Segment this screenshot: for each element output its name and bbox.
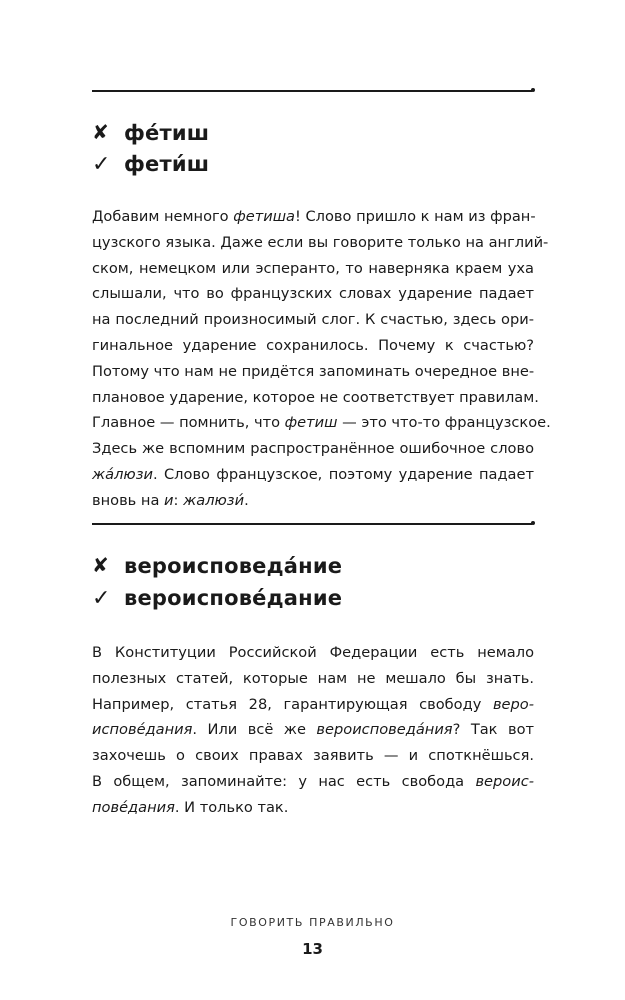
wrong-word: вероисповеда́ние bbox=[124, 554, 343, 578]
paragraph-line: Главное — помнить, что фетиш — это что-то французское. bbox=[92, 414, 551, 432]
paragraph-line: захочешь о своих правах заявить — и споткнёшься. bbox=[92, 747, 534, 765]
italic-term: фетиша bbox=[233, 208, 295, 225]
cross-icon: ✘ bbox=[92, 555, 109, 577]
paragraph-line: на последний произносимый слог. К счастью, здесь ори- bbox=[92, 311, 534, 329]
paragraph-line: Добавим немного фетиша! Слово пришло к нам из фран- bbox=[92, 208, 536, 225]
running-title: ГОВОРИТЬ ПРАВИЛЬНО bbox=[230, 916, 395, 929]
paragraph-line: жа́люзи. Слово французское, поэтому ударение падает bbox=[92, 465, 534, 483]
paragraph-line: В общем, запоминайте: у нас есть свобода вероис- bbox=[92, 772, 534, 790]
italic-term: жа́люзи bbox=[92, 465, 153, 483]
entry-paragraph-2 bbox=[92, 640, 534, 821]
italic-term: испове́дания bbox=[92, 721, 193, 739]
italic-term: вероис- bbox=[475, 772, 534, 790]
paragraph-line: вновь на и: жалюзи́. bbox=[92, 491, 249, 509]
italic-term: веро- bbox=[492, 695, 534, 713]
italic-term: пове́дания bbox=[92, 798, 175, 816]
paragraph-line: полезных статей, которые нам не мешало бы знать. bbox=[92, 669, 534, 687]
entry-paragraph-1 bbox=[92, 204, 551, 514]
checkmark-icon: ✓ bbox=[92, 585, 111, 610]
wrong-stress-line-1 bbox=[92, 118, 209, 148]
italic-term: фетиш bbox=[284, 414, 338, 432]
paragraph-line: плановое ударение, которое не соответствует правилам. bbox=[92, 388, 539, 406]
paragraph-line: пове́дания. И только так. bbox=[92, 798, 289, 816]
italic-term: вероисповеда́ния bbox=[316, 721, 453, 739]
paragraph-line: Здесь же вспомним распространённое ошибочное слово bbox=[92, 440, 534, 458]
wrong-stress-line-2 bbox=[92, 551, 342, 581]
wrong-word: фе́тиш bbox=[124, 121, 210, 145]
paragraph-line: слышали, что во французских словах ударение падает bbox=[92, 285, 534, 303]
paragraph-line: Например, статья 28, гарантирующая свободу веро- bbox=[92, 695, 534, 713]
right-word: вероиспове́дание bbox=[124, 586, 343, 610]
paragraph-line: цузского языка. Даже если вы говорите только на англий- bbox=[92, 233, 549, 251]
page-number: 13 bbox=[302, 940, 323, 958]
paragraph-line: ском, немецком или эсперанто, то наверняка краем уха bbox=[92, 259, 534, 277]
paragraph-line: испове́дания. Или всё же вероисповеда́ния? Так вот bbox=[92, 721, 534, 739]
section-divider-top bbox=[92, 90, 532, 92]
paragraph-line: гинальное ударение сохранилось. Почему к счастью? bbox=[92, 336, 534, 354]
cross-icon: ✘ bbox=[92, 122, 109, 144]
paragraph-line: В Конституции Российской Федерации есть немало bbox=[92, 644, 534, 661]
checkmark-icon: ✓ bbox=[92, 151, 111, 176]
italic-term: и bbox=[164, 491, 174, 509]
paragraph-line: Потому что нам не придётся запоминать очередное вне- bbox=[92, 362, 535, 380]
right-stress-line-1 bbox=[92, 149, 209, 179]
section-divider-middle bbox=[92, 523, 532, 525]
right-word: фети́ш bbox=[124, 152, 210, 176]
italic-term: жалюзи́ bbox=[183, 491, 245, 509]
right-stress-line-2 bbox=[92, 583, 342, 613]
